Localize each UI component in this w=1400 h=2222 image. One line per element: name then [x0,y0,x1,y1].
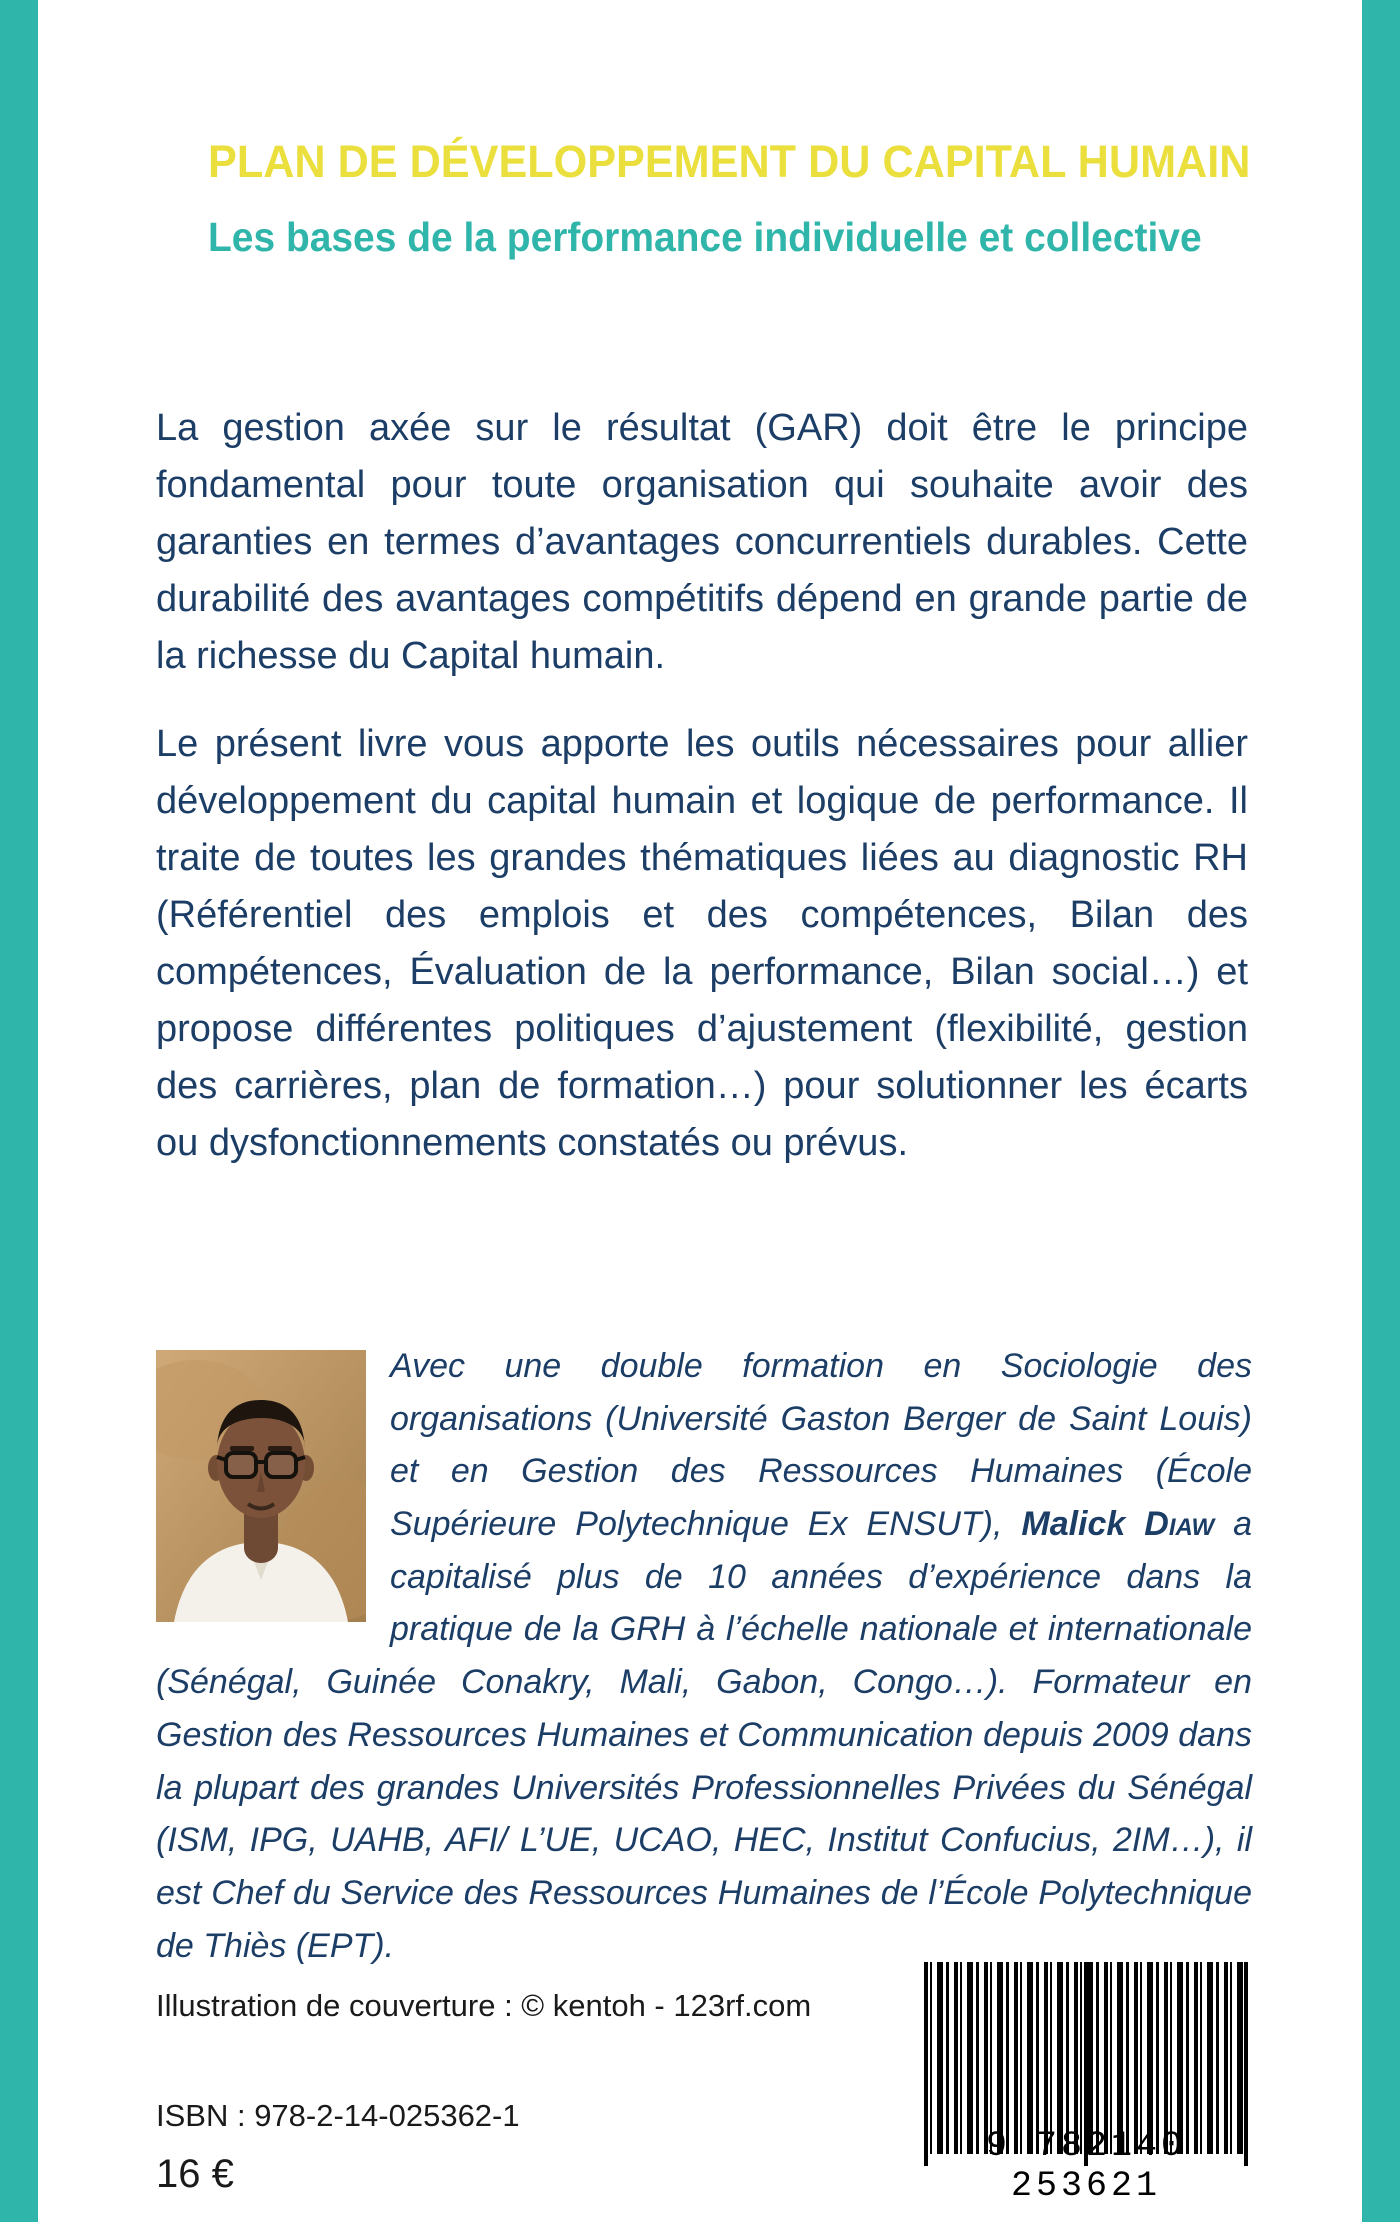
ean-barcode [908,1958,1264,2212]
bio-text-part2: a capitalisé plus de 10 années d’expérience dans la pratique de la GRH à l’échelle nationale et internationale (Sénégal, Guinée Conakry, Mali, Gabon, Congo…). Formateur en Gestion des Ressources Humaines et Communication depuis 2009 dans la plupart des grandes Universités Professionnelles Privées du Sénégal (ISM, IPG, UAHB, AFI/ L’UE, UCAO, HEC, Institut Confucius, 2IM…), il est Chef du Service des Ressources Humaines de l’École Polytechnique de Thiès (EPT). [156,1505,1253,1965]
barcode-number: 9 782140 253621 [985,2126,1187,2206]
bio-text-part1: Avec une double formation en Sociologie des organisations (Université Gaston Berger de Saint Louis) et en Gestion des Ressources Humaines (École Supérieure Polytechnique Ex ENSUT), [390,1347,1252,1544]
synopsis-paragraph-1: La gestion axée sur le résultat (GAR) doit être le principe fondamental pour toute organisation qui souhaite avoir des garanties en termes d’avantages concurrentiels durables. Cette durabilité des avantages compétitifs dépend en grande partie de la richesse du Capital humain. [156,407,1248,677]
book-title: PLAN DE DÉVELOPPEMENT DU CAPITAL HUMAIN [208,136,1251,187]
author-name [1021,1505,1214,1543]
author-bio [156,1340,1252,1972]
illustration-credit: Illustration de couverture : © kentoh - 123rf.com [156,1988,812,2023]
synopsis-paragraph-2: Le présent livre vous apporte les outils nécessaires pour allier développement du capital humain et logique de performance. Il traite de toutes les grandes thématiques liées au diagnostic RH (Référentiel des emplois et des compétences, Bilan des compétences, Évaluation de la performance, Bilan social…) et propose différentes politiques d’ajustement (flexibilité, gestion des carrières, plan de formation…) pour solutionner les écarts ou dysfonctionnements constatés ou prévus. [156,723,1248,1164]
author-portrait-illustration [156,1350,366,1622]
author-photo [156,1350,366,1622]
price-label: 16 € [156,2152,234,2196]
author-last-name: Diaw [1144,1505,1215,1544]
book-subtitle: Les bases de la performance individuelle et collective [208,214,1202,260]
left-border-stripe [0,0,38,2222]
right-border-stripe [1362,0,1400,2222]
isbn-number: ISBN : 978-2-14-025362-1 [156,2098,520,2133]
author-first-name: Malick [1021,1505,1145,1544]
